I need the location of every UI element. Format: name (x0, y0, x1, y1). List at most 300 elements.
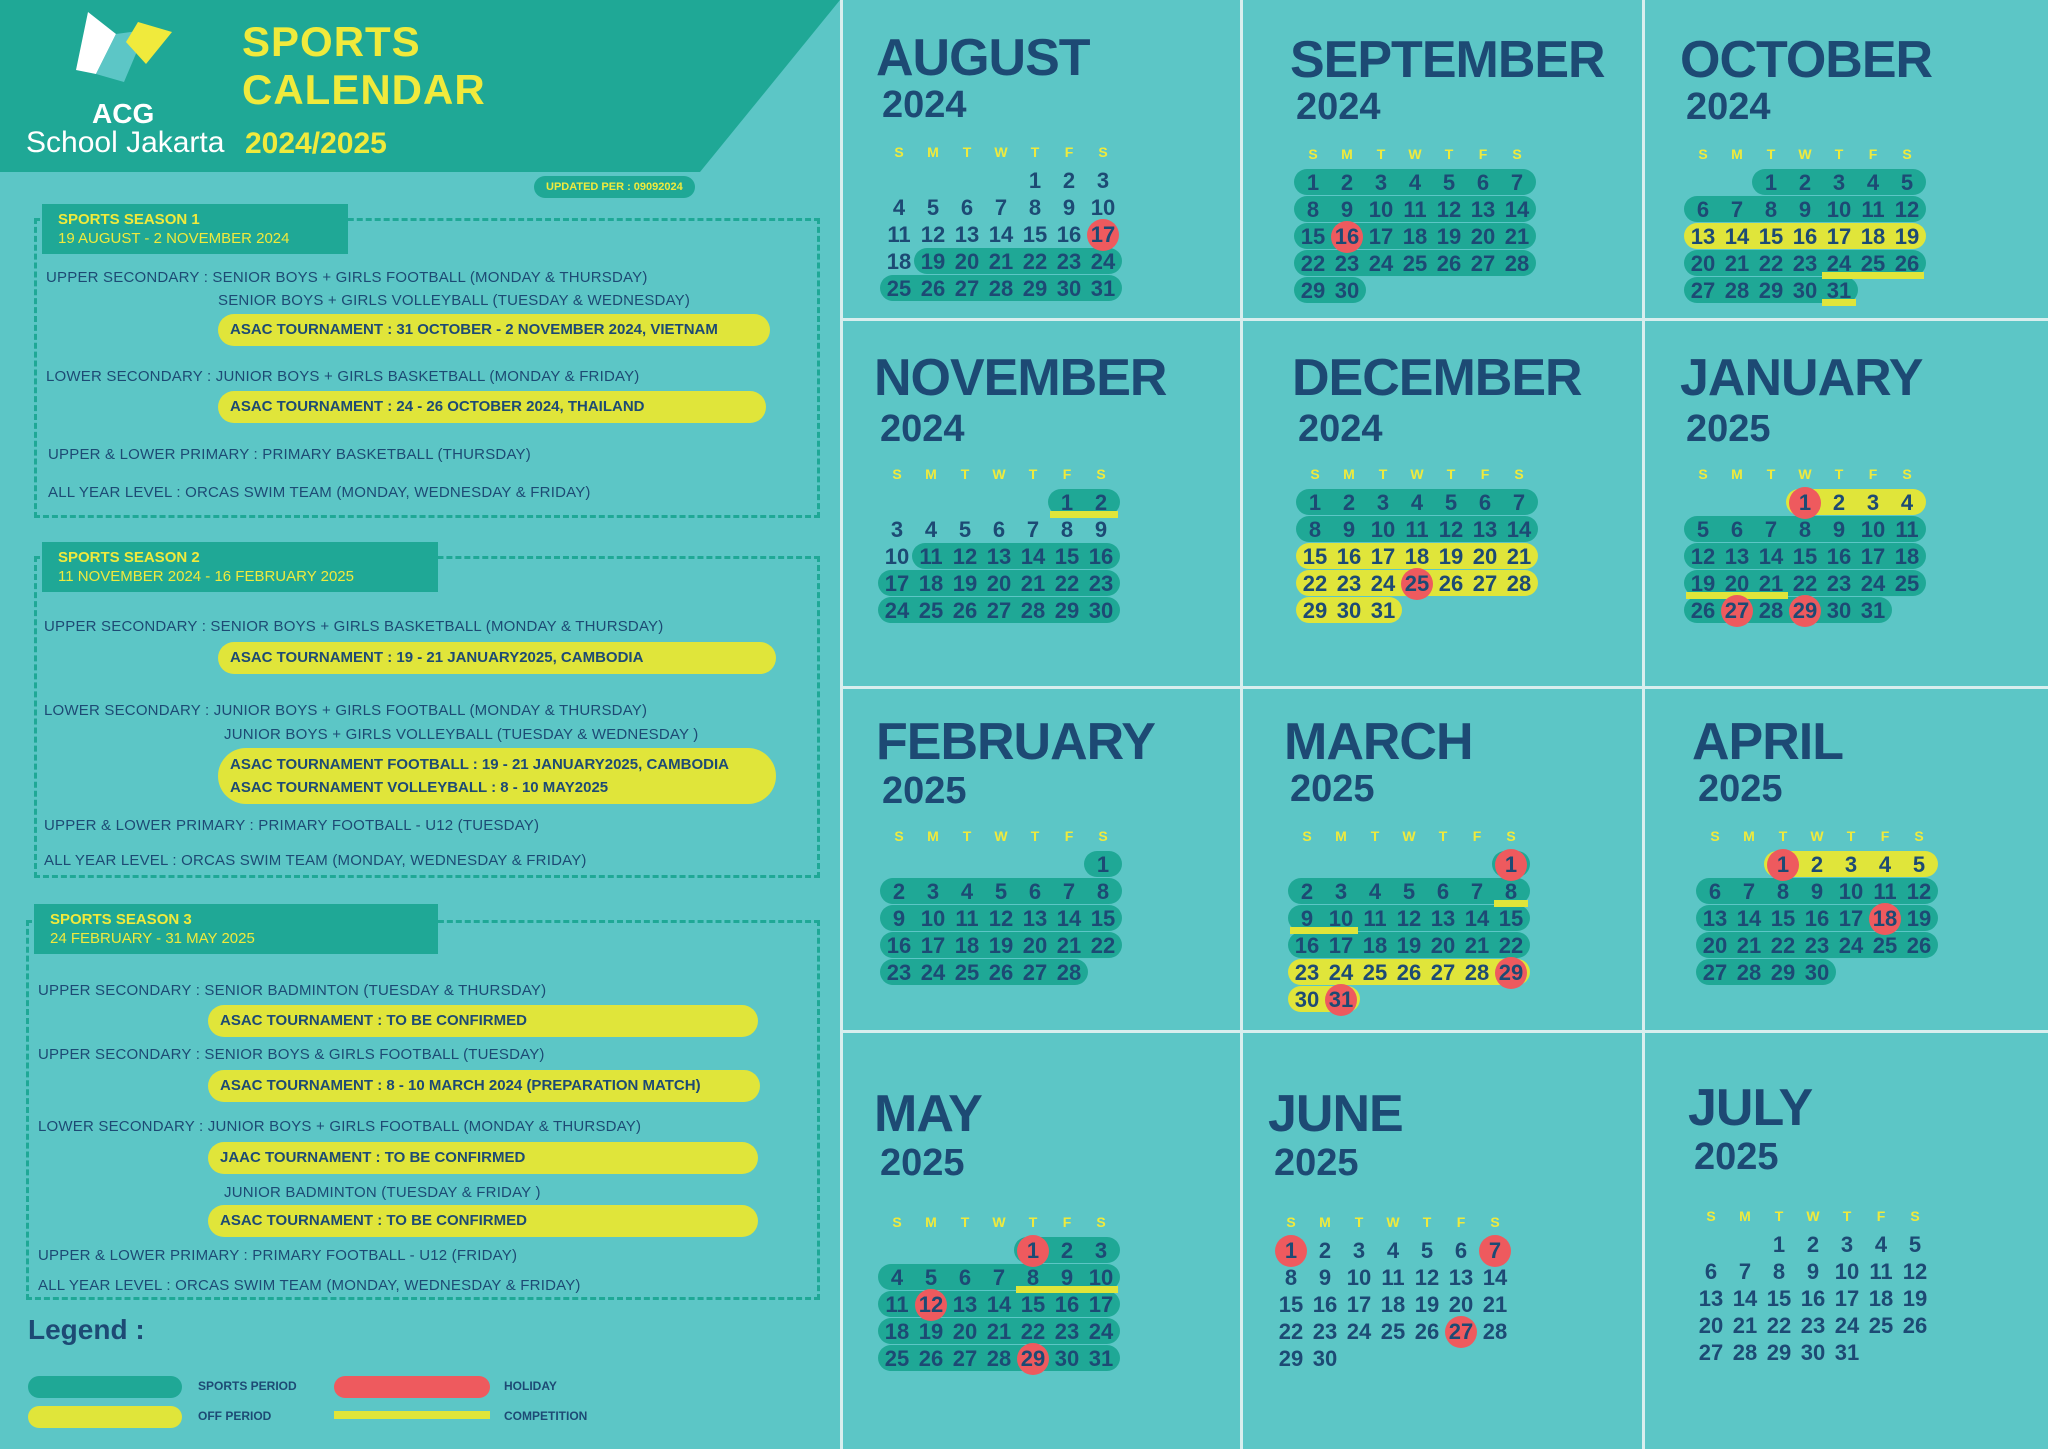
calendar-day: 13 (954, 222, 980, 247)
calendar-day: 9 (1832, 517, 1846, 542)
calendar-day: 1 (1308, 490, 1322, 515)
month-name: JULY (1688, 1079, 1813, 1137)
calendar-day: 15 (1278, 1292, 1304, 1317)
month-year: 2024 (1296, 86, 1381, 128)
calendar-day: 16 (1826, 544, 1852, 569)
calendar-day: 25 (918, 598, 944, 623)
calendar-day: 6 (1696, 197, 1710, 222)
weekday-label: T (1030, 144, 1040, 160)
calendar-day: 25 (886, 276, 912, 301)
calendar-day: 16 (1056, 222, 1082, 247)
weekday-label: W (994, 144, 1008, 160)
calendar-day: 29 (1300, 278, 1326, 303)
calendar-day: 26 (1690, 598, 1716, 623)
calendar-day: 24 (884, 598, 910, 623)
calendar-day: 13 (1448, 1265, 1474, 1290)
weekday-label: W (1408, 146, 1422, 162)
calendar-day: 19 (952, 571, 978, 596)
calendar-day: 15 (1498, 906, 1524, 931)
season-row: JUNIOR BOYS + GIRLS VOLLEYBALL (TUESDAY & WEDNESDAY ) (224, 726, 699, 743)
calendar-day: 10 (1838, 879, 1864, 904)
calendar-day: 15 (1020, 1292, 1046, 1317)
weekday-label: W (1806, 1208, 1820, 1224)
calendar-day: 10 (1860, 517, 1886, 542)
month-name: JUNE (1268, 1085, 1403, 1143)
calendar-day: 1 (1306, 170, 1320, 195)
calendar-day: 5 (994, 879, 1008, 904)
calendar-day: 5 (926, 195, 940, 220)
month-name: AUGUST (876, 29, 1090, 87)
calendar-day: 8 (1060, 517, 1074, 542)
month-year: 2024 (880, 408, 965, 450)
season-row: UPPER & LOWER PRIMARY : PRIMARY FOOTBALL - U12 (TUESDAY) (44, 817, 540, 834)
calendar-day: 14 (1732, 1286, 1758, 1311)
weekday-label: F (1472, 828, 1482, 844)
calendar-day: 18 (1894, 544, 1920, 569)
calendar-day: 29 (1302, 598, 1328, 623)
calendar-day: 4 (1866, 170, 1880, 195)
calendar-day: 27 (1702, 960, 1728, 985)
calendar-day: 11 (1403, 197, 1427, 222)
season-dates: 24 FEBRUARY - 31 MAY 2025 (50, 930, 255, 947)
calendar-day: 22 (1302, 571, 1328, 596)
calendar-day: 26 (1902, 1313, 1928, 1338)
calendar-day: 22 (1792, 571, 1818, 596)
month-may (874, 1084, 1174, 1384)
tournament-text: JAAC TOURNAMENT : TO BE CONFIRMED (220, 1149, 526, 1166)
acg-logo-icon (76, 12, 176, 102)
calendar-day: 31 (1834, 1340, 1860, 1365)
legend-competition-swatch (334, 1411, 490, 1419)
calendar-day: 6 (992, 517, 1006, 542)
month-year: 2025 (1290, 768, 1375, 810)
weekday-label: W (992, 1214, 1006, 1230)
weekday-label: W (1798, 466, 1812, 482)
weekday-label: T (1778, 828, 1788, 844)
calendar-day: 25 (954, 960, 980, 985)
month-march (1284, 712, 1584, 1012)
calendar-day: 26 (988, 960, 1014, 985)
calendar-day: 30 (1792, 278, 1818, 303)
calendar-day: 3 (890, 517, 904, 542)
calendar-day: 25 (1860, 251, 1886, 276)
calendar-day: 5 (1696, 517, 1710, 542)
calendar-day: 9 (1062, 195, 1076, 220)
month-year: 2025 (880, 1142, 965, 1184)
calendar-day: 29 (1792, 598, 1818, 623)
calendar-day: 6 (1730, 517, 1744, 542)
calendar-day: 22 (1054, 571, 1080, 596)
calendar-day: 21 (1482, 1292, 1508, 1317)
calendar-day: 28 (1056, 960, 1082, 985)
calendar-day: 1 (1096, 852, 1110, 877)
calendar-day: 21 (1724, 251, 1750, 276)
calendar-day: 12 (920, 222, 946, 247)
calendar-day: 19 (1396, 933, 1422, 958)
calendar-day: 23 (886, 960, 912, 985)
calendar-day: 25 (1404, 571, 1430, 596)
weekday-label: T (1846, 828, 1856, 844)
weekday-label: T (1766, 466, 1776, 482)
calendar-day: 21 (1464, 933, 1490, 958)
calendar-day: 15 (1766, 1286, 1792, 1311)
tournament-pill (218, 314, 770, 346)
season-dates: 19 AUGUST - 2 NOVEMBER 2024 (58, 230, 290, 247)
calendar-day: 31 (1328, 987, 1354, 1012)
calendar-day: 14 (1736, 906, 1762, 931)
calendar-day: 10 (1346, 1265, 1372, 1290)
season-2-tab (42, 542, 438, 592)
calendar-day: 10 (1328, 906, 1354, 931)
calendar-day: 15 (1090, 906, 1116, 931)
calendar-day: 12 (1906, 879, 1932, 904)
calendar-day: 7 (1062, 879, 1076, 904)
calendar-day: 2 (1342, 490, 1356, 515)
legend-sports-label: SPORTS PERIOD (198, 1379, 297, 1393)
calendar-day: 14 (986, 1292, 1012, 1317)
tournament-text: ASAC TOURNAMENT : 31 OCTOBER - 2 NOVEMBER 2024, VIETNAM (230, 321, 718, 338)
weekday-label: S (1910, 1208, 1920, 1224)
calendar-day: 2 (1798, 170, 1812, 195)
weekday-label: S (1506, 828, 1516, 844)
calendar-day: 31 (1860, 598, 1886, 623)
season-row: ALL YEAR LEVEL : ORCAS SWIM TEAM (MONDAY, WEDNESDAY & FRIDAY) (44, 852, 587, 869)
weekday-label: T (1834, 466, 1844, 482)
calendar-day: 28 (1724, 278, 1750, 303)
calendar-day: 18 (886, 249, 912, 274)
calendar-day: 29 (1770, 960, 1796, 985)
calendar-day: 11 (1869, 1259, 1893, 1284)
calendar-day: 31 (1090, 276, 1116, 301)
calendar-day: 10 (920, 906, 946, 931)
month-year: 2024 (882, 84, 967, 126)
month-year: 2025 (1274, 1142, 1359, 1184)
grid-divider (842, 1030, 2048, 1033)
calendar-day: 19 (1414, 1292, 1440, 1317)
calendar-day: 9 (1060, 1265, 1074, 1290)
calendar-day: 1 (1504, 852, 1518, 877)
calendar-day: 2 (1318, 1238, 1332, 1263)
weekday-label: S (1096, 466, 1106, 482)
calendar-day: 16 (1792, 224, 1818, 249)
calendar-day: 15 (1302, 544, 1328, 569)
calendar-day: 30 (1054, 1346, 1080, 1371)
calendar-day: 1 (1776, 852, 1790, 877)
calendar-day: 14 (1482, 1265, 1508, 1290)
calendar-day: 6 (958, 1265, 972, 1290)
season-1-tab (42, 204, 348, 254)
calendar-day: 20 (1430, 933, 1456, 958)
calendar-day: 26 (1414, 1319, 1440, 1344)
weekday-label: T (1438, 828, 1448, 844)
weekday-label: W (1410, 466, 1424, 482)
grid-divider (842, 686, 2048, 689)
calendar-day: 11 (919, 544, 943, 569)
tournament-pill (208, 1142, 758, 1174)
month-october (1680, 30, 1980, 330)
calendar-day: 27 (1022, 960, 1048, 985)
calendar-day: 21 (1758, 571, 1784, 596)
calendar-day: 11 (1873, 879, 1897, 904)
weekday-label: T (1766, 146, 1776, 162)
calendar-day: 4 (1900, 490, 1914, 515)
month-january (1680, 348, 1980, 648)
weekday-label: W (994, 828, 1008, 844)
weekday-label: S (1310, 466, 1320, 482)
calendar-day: 26 (1906, 933, 1932, 958)
calendar-day: 4 (960, 879, 974, 904)
calendar-day: 24 (1826, 251, 1852, 276)
calendar-day: 8 (1504, 879, 1518, 904)
calendar-day: 11 (885, 1292, 909, 1317)
calendar-day: 28 (1464, 960, 1490, 985)
tournament-pill (218, 391, 766, 423)
legend-title: Legend : (28, 1314, 145, 1345)
weekday-label: F (1062, 466, 1072, 482)
weekday-label: T (960, 1214, 970, 1230)
calendar-day: 24 (1860, 571, 1886, 596)
calendar-day: 17 (1370, 544, 1396, 569)
calendar-day: 17 (1328, 933, 1354, 958)
calendar-day: 30 (1294, 987, 1320, 1012)
calendar-day: 20 (954, 249, 980, 274)
weekday-label: W (992, 466, 1006, 482)
calendar-day: 27 (1690, 278, 1716, 303)
calendar-day: 1 (1060, 490, 1074, 515)
calendar-day: 23 (1826, 571, 1852, 596)
calendar-day: 9 (1094, 517, 1108, 542)
season-row: ALL YEAR LEVEL : ORCAS SWIM TEAM (MONDAY, WEDNESDAY & FRIDAY) (38, 1277, 581, 1294)
weekday-label: T (1376, 146, 1386, 162)
weekday-label: S (1512, 146, 1522, 162)
calendar-day: 17 (1860, 544, 1886, 569)
weekday-label: F (1478, 146, 1488, 162)
calendar-day: 24 (1088, 1319, 1114, 1344)
weekday-label: S (1706, 1208, 1716, 1224)
calendar-day: 3 (1866, 490, 1880, 515)
weekday-label: S (1710, 828, 1720, 844)
calendar-day: 22 (1766, 1313, 1792, 1338)
weekday-label: T (1354, 1214, 1364, 1230)
calendar-day: 24 (1838, 933, 1864, 958)
calendar-day: 24 (1090, 249, 1116, 274)
calendar-day: 30 (1088, 598, 1114, 623)
calendar-day: 2 (1062, 168, 1076, 193)
weekday-label: M (925, 1214, 937, 1230)
calendar-day: 11 (887, 222, 911, 247)
calendar-day: 22 (1022, 249, 1048, 274)
weekday-label: M (1343, 466, 1355, 482)
calendar-day: 6 (1454, 1238, 1468, 1263)
calendar-day: 27 (1698, 1340, 1724, 1365)
calendar-day: 13 (1022, 906, 1048, 931)
legend-off-label: OFF PERIOD (198, 1409, 272, 1423)
weekday-label: S (1698, 146, 1708, 162)
season-row: LOWER SECONDARY : JUNIOR BOYS + GIRLS BASKETBALL (MONDAY & FRIDAY) (46, 368, 640, 385)
weekday-label: M (1319, 1214, 1331, 1230)
calendar-day: 1 (1772, 1232, 1786, 1257)
weekday-label: F (1480, 466, 1490, 482)
weekday-label: M (1731, 466, 1743, 482)
calendar-day: 2 (1300, 879, 1314, 904)
calendar-day: 8 (1096, 879, 1110, 904)
calendar-day: 6 (1478, 490, 1492, 515)
weekday-label: S (1902, 146, 1912, 162)
calendar-day: 20 (1022, 933, 1048, 958)
calendar-day: 21 (1504, 224, 1530, 249)
calendar-day: 28 (988, 276, 1014, 301)
calendar-day: 28 (1504, 251, 1530, 276)
calendar-day: 19 (1902, 1286, 1928, 1311)
calendar-day: 12 (1902, 1259, 1928, 1284)
calendar-day: 16 (1334, 224, 1360, 249)
calendar-day: 27 (952, 1346, 978, 1371)
calendar-day: 15 (1770, 906, 1796, 931)
calendar-day: 26 (920, 276, 946, 301)
weekday-label: S (1302, 828, 1312, 844)
calendar-day: 24 (920, 960, 946, 985)
calendar-day: 10 (884, 544, 910, 569)
calendar-day: 3 (1096, 168, 1110, 193)
calendar-day: 18 (1402, 224, 1428, 249)
calendar-day: 2 (1832, 490, 1846, 515)
calendar-day: 23 (1294, 960, 1320, 985)
calendar-day: 14 (1504, 197, 1530, 222)
calendar-day: 23 (1804, 933, 1830, 958)
season-title: SPORTS SEASON 2 (58, 549, 200, 566)
calendar-day: 19 (1906, 906, 1932, 931)
tournament-pill (208, 1205, 758, 1237)
calendar-day: 9 (1340, 197, 1354, 222)
weekday-label: M (925, 466, 937, 482)
weekday-label: S (1698, 466, 1708, 482)
tournament-pill (208, 1070, 760, 1102)
calendar-day: 9 (1806, 1259, 1820, 1284)
weekday-label: M (1335, 828, 1347, 844)
calendar-day: 12 (918, 1292, 944, 1317)
season-row: LOWER SECONDARY : JUNIOR BOYS + GIRLS FOOTBALL (MONDAY & THURSDAY) (44, 702, 648, 719)
calendar-day: 19 (1894, 224, 1920, 249)
calendar-day: 18 (1872, 906, 1898, 931)
calendar-day: 18 (918, 571, 944, 596)
calendar-day: 26 (1894, 251, 1920, 276)
calendar-day: 5 (1420, 1238, 1434, 1263)
calendar-day: 8 (1772, 1259, 1786, 1284)
tournament-text: ASAC TOURNAMENT FOOTBALL : 19 - 21 JANUARY2025, CAMBODIA (230, 756, 729, 773)
calendar-day: 7 (992, 1265, 1006, 1290)
calendar-day: 2 (1810, 852, 1824, 877)
calendar-day: 3 (926, 879, 940, 904)
weekday-label: T (1028, 1214, 1038, 1230)
calendar-day: 8 (1308, 517, 1322, 542)
calendar-day: 26 (1436, 251, 1462, 276)
calendar-day: 17 (1088, 1292, 1114, 1317)
tournament-pill (218, 748, 776, 804)
calendar-day: 30 (1312, 1346, 1338, 1371)
calendar-day: 9 (1300, 906, 1314, 931)
calendar-day: 13 (1472, 517, 1498, 542)
calendar-day: 24 (1368, 251, 1394, 276)
weekday-label: S (1308, 146, 1318, 162)
calendar-day: 27 (1472, 571, 1498, 596)
calendar-day: 22 (1498, 933, 1524, 958)
weekday-label: S (894, 828, 904, 844)
weekday-label: T (1030, 828, 1040, 844)
tournament-text: ASAC TOURNAMENT : 8 - 10 MARCH 2024 (PREPARATION MATCH) (220, 1077, 701, 1094)
calendar-day: 11 (1861, 197, 1885, 222)
grid-divider (1642, 0, 1645, 1449)
calendar-day: 28 (1732, 1340, 1758, 1365)
calendar-day: 3 (1376, 490, 1390, 515)
calendar-day: 12 (1414, 1265, 1440, 1290)
month-year: 2025 (1694, 1136, 1779, 1178)
legend-competition-label: COMPETITION (504, 1409, 588, 1423)
calendar-day: 19 (1690, 571, 1716, 596)
calendar-day: 2 (1060, 1238, 1074, 1263)
calendar-day: 23 (1312, 1319, 1338, 1344)
weekday-label: W (1798, 146, 1812, 162)
calendar-day: 8 (1306, 197, 1320, 222)
calendar-day: 16 (1054, 1292, 1080, 1317)
calendar-day: 17 (1834, 1286, 1860, 1311)
weekday-label: S (1286, 1214, 1296, 1230)
season-3-box (26, 920, 820, 1300)
calendar-day: 5 (1444, 490, 1458, 515)
calendar-day: 16 (1294, 933, 1320, 958)
calendar-day: 9 (1318, 1265, 1332, 1290)
calendar-day: 25 (884, 1346, 910, 1371)
calendar-day: 8 (1028, 195, 1042, 220)
calendar-day: 29 (1022, 276, 1048, 301)
tournament-text: ASAC TOURNAMENT VOLLEYBALL : 8 - 10 MAY2025 (230, 779, 609, 796)
calendar-day: 4 (1386, 1238, 1400, 1263)
calendar-day: 12 (952, 544, 978, 569)
calendar-day: 28 (1506, 571, 1532, 596)
calendar-day: 27 (986, 598, 1012, 623)
weekday-label: F (1064, 144, 1074, 160)
month-name: MAY (874, 1085, 982, 1143)
calendar-day: 17 (1368, 224, 1394, 249)
grid-divider (840, 0, 843, 1449)
month-november (874, 348, 1174, 648)
weekday-label: S (894, 144, 904, 160)
calendar-day: 8 (1776, 879, 1790, 904)
calendar-day: 28 (1482, 1319, 1508, 1344)
legend-sports-swatch (28, 1376, 182, 1398)
calendar-day: 7 (1488, 1238, 1502, 1263)
calendar-day: 11 (1381, 1265, 1405, 1290)
calendar-day: 16 (1804, 906, 1830, 931)
calendar-day: 17 (884, 571, 910, 596)
weekday-label: M (1731, 146, 1743, 162)
calendar-day: 19 (988, 933, 1014, 958)
calendar-day: 6 (1028, 879, 1042, 904)
calendar-day: 23 (1792, 251, 1818, 276)
calendar-day: 1 (1284, 1238, 1298, 1263)
calendar-day: 30 (1334, 278, 1360, 303)
calendar-day: 26 (952, 598, 978, 623)
calendar-day: 2 (1094, 490, 1108, 515)
calendar-day: 3 (1844, 852, 1858, 877)
calendar-day: 14 (1758, 544, 1784, 569)
calendar-day: 21 (1736, 933, 1762, 958)
calendar-day: 14 (1056, 906, 1082, 931)
calendar-day: 19 (1436, 224, 1462, 249)
calendar-day: 21 (1056, 933, 1082, 958)
calendar-day: 3 (1832, 170, 1846, 195)
weekday-label: T (962, 144, 972, 160)
calendar-day: 6 (1708, 879, 1722, 904)
